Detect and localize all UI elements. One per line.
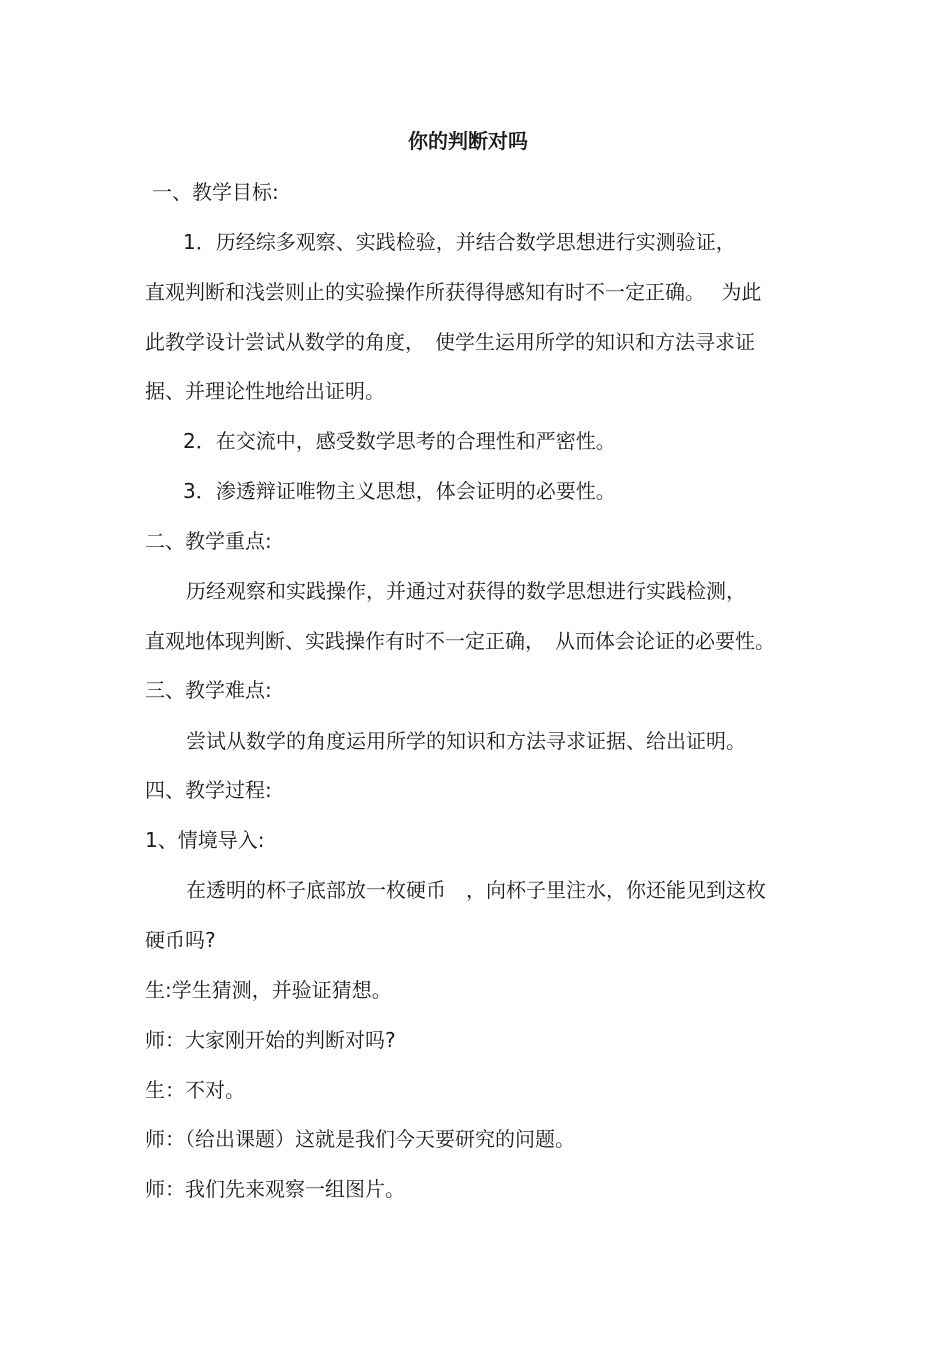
paragraph-line: 直观判断和浅尝则止的实验操作所获得得感知有时不一定正确。 为此 bbox=[145, 280, 762, 304]
section-heading-process: 四、教学过程: bbox=[145, 778, 272, 802]
paragraph-line: 直观地体现判断、实践操作有时不一定正确， 从而体会论证的必要性。 bbox=[145, 629, 775, 653]
dialogue-line: 生:学生猜测，并验证猜想。 bbox=[145, 978, 392, 1002]
document-title: 你的判断对吗 bbox=[408, 129, 528, 153]
paragraph-line: 在透明的杯子底部放一枚硬币 ，向杯子里注水，你还能见到这枚 bbox=[186, 878, 766, 902]
section-heading-objectives: 一、教学目标: bbox=[152, 180, 279, 204]
objective-item-2: 2．在交流中，感受数学思考的合理性和严密性。 bbox=[183, 429, 616, 453]
section-heading-difficulties: 三、教学难点: bbox=[145, 678, 272, 702]
dialogue-line: 师：（给出课题）这就是我们今天要研究的问题。 bbox=[145, 1127, 575, 1151]
dialogue-line: 师：我们先来观察一组图片。 bbox=[145, 1177, 405, 1201]
dialogue-line: 师：大家刚开始的判断对吗? bbox=[145, 1028, 396, 1052]
objective-item-1: 1．历经综多观察、实践检验，并结合数学思想进行实测验证， bbox=[183, 230, 736, 254]
paragraph-line: 尝试从数学的角度运用所学的知识和方法寻求证据、给出证明。 bbox=[186, 729, 746, 753]
subsection-heading-intro: 1、情境导入: bbox=[145, 828, 265, 852]
section-heading-key-points: 二、教学重点: bbox=[145, 529, 272, 553]
paragraph-line: 据、并理论性地给出证明。 bbox=[145, 379, 385, 403]
paragraph-line: 此教学设计尝试从数学的角度， 使学生运用所学的知识和方法寻求证 bbox=[145, 330, 755, 354]
paragraph-line: 硬币吗? bbox=[145, 928, 216, 952]
dialogue-line: 生：不对。 bbox=[145, 1078, 245, 1102]
objective-item-3: 3．渗透辩证唯物主义思想，体会证明的必要性。 bbox=[183, 479, 616, 503]
paragraph-line: 历经观察和实践操作，并通过对获得的数学思想进行实践检测， bbox=[186, 579, 746, 603]
